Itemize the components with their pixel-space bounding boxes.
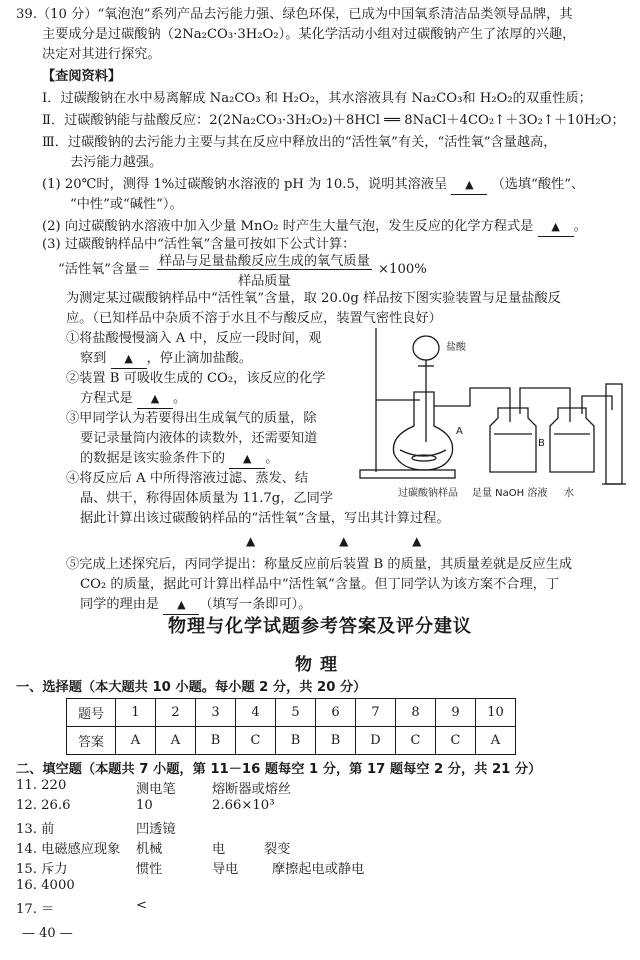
step-2b [80,390,186,409]
table-cell: C [236,727,276,755]
step-3-text: 的数据是该实验条件下的 [80,451,226,466]
table-cell: 10 [476,699,516,727]
fill-cell: 14. 电磁感应现象 [16,842,121,857]
part-2 [42,218,587,237]
table-cell: 6 [316,699,356,727]
part-1-options: （选填“酸性”、 [491,177,585,192]
fill-cell: 导电 [212,862,239,877]
fill-cell: 16. 4000 [16,878,75,893]
table-row [67,699,516,727]
answer-table [66,698,516,755]
fill-cell: 惯性 [136,862,163,877]
section-fill-heading: 二、填空题（本题共 7 小题，第 11－16 题每空 1 分，第 17 题每空 2 分，共 21 分） [16,762,542,777]
table-cell: 2 [156,699,196,727]
fill-cell: 熔断器或熔丝 [212,782,292,797]
part-1-line-1 [42,176,584,195]
table-cell: C [436,727,476,755]
fill-cell: 12. 26.6 [16,798,71,813]
part-1-line-2: “中性”或“碱性”）。 [70,197,183,212]
label-b: B [538,438,545,449]
label-acid: 盐酸 [446,342,466,353]
step-4-blanks [246,532,421,550]
table-cell: A [156,727,196,755]
blank-triangle-icon: ▲ [412,534,422,548]
fill-cell: 10 [136,798,153,813]
answers-title: 物理与化学试题参考答案及评分建议 [168,616,472,637]
fill-cell: 11. 220 [16,778,67,793]
blank-triangle-icon: ▲ [246,534,256,548]
fill-cell: 裂变 [264,842,291,857]
step-4b: 晶、烘干，称得固体质量为 11.7g，乙同学 [80,491,333,506]
reference-3a: Ⅲ．过碳酸钠的去污能力主要与其在反应中释放出的“活性氧”有关，“活性氧”含量越高， [42,135,557,150]
step-2-text: 方程式是 [80,391,133,406]
table-cell: D [356,727,396,755]
blank-triangle-icon: ▲ [243,452,252,465]
answer-blank [137,390,173,409]
formula-right: ×100% [378,262,427,277]
table-cell: B [276,727,316,755]
q39-line-2: 主要成分是过碳酸钠（2Na₂CO₃·3H₂O₂）。某化学活动小组对过碳酸钠产生了浓厚的兴趣， [42,27,576,42]
fill-cell: 摩擦起电或静电 [272,862,365,877]
step-4a: ④将反应后 A 中所得溶液过滤、蒸发、结 [66,471,309,486]
table-cell: C [396,727,436,755]
part-3-intro: (3) 过碳酸钠样品中“活性氧”含量可按如下公式计算： [42,237,356,252]
fill-cell: 2.66×10³ [212,798,275,813]
reference-1: Ⅰ．过碳酸钠在水中易离解成 Na₂CO₃ 和 H₂O₂，其水溶液具有 Na₂CO₃和 H₂O₂的双重性质； [42,91,592,106]
reference-heading: 【查阅资料】 [42,69,122,84]
method-2: 应。（已知样品中杂质不溶于水且不与酸反应，装置气密性良好） [66,311,442,326]
row-head-number: 题号 [67,699,116,727]
answer-blank [451,176,487,195]
formula-left: “活性氧”含量＝ [58,262,151,277]
table-cell: 9 [436,699,476,727]
step-3c [80,450,278,469]
page-number: — 40 — [22,926,73,941]
method-1: 为测定某过碳酸钠样品中“活性氧”含量，取 20.0g 样品按下图实验装置与足量盐酸反 [66,291,561,306]
q39-line-1: 39.（10 分）“氧泡泡”系列产品去污能力强、绿色环保，已成为中国氧系清洁品类领导品牌，其 [16,7,573,22]
blank-triangle-icon: ▲ [339,534,349,548]
fill-cell: 凹透镜 [136,822,176,837]
fill-cell: 机械 [136,842,163,857]
step-3a: ③甲同学认为若要得出生成氧气的质量，除 [66,411,317,426]
table-cell: 1 [116,699,156,727]
step-3b: 要记录量筒内液体的读数外，还需要知道 [80,431,318,446]
stand-base [360,470,455,478]
blank-triangle-icon: ▲ [465,178,474,191]
formula-numerator: 样品与足量盐酸反应生成的氧气质量 [157,250,372,270]
subject-heading: 物理 [295,655,345,675]
table-cell: A [116,727,156,755]
step-1b [80,350,252,369]
step-1a: ①将盐酸慢慢滴入 A 中，反应一段时间，观 [66,331,322,346]
table-cell: 3 [196,699,236,727]
flask-a [393,392,452,470]
reference-2: Ⅱ．过碳酸钠能与盐酸反应：2(2Na₂CO₃·3H₂O₂)＋8HCl ══ 8NaCl＋4CO₂↑＋3O₂↑＋10H₂O； [42,113,625,128]
blank-triangle-icon: ▲ [150,392,160,405]
section-choice-heading: 一、选择题（本大题共 10 小题。每小题 2 分，共 20 分） [16,680,367,695]
step-5-text: 同学的理由是 [80,597,160,612]
formula-fraction [157,250,372,289]
step-1-text: 察到 [80,351,107,366]
step-3-end: 。 [265,451,279,466]
label-a: A [456,426,463,437]
part-2-text: (2) 向过碳酸钠水溶液中加入少量 MnO₂ 时产生大量气泡，发生反应的化学方程式是 [42,219,534,234]
fill-cell: 电 [212,842,226,857]
answer-blank [111,350,147,369]
step-4c: 据此计算出该过碳酸钠样品的“活性氧”含量，写出其计算过程。 [80,511,450,526]
part-1-text: (1) 20℃时，测得 1%过碳酸钠水溶液的 pH 为 10.5，说明其溶液呈 [42,177,448,192]
blank-triangle-icon: ▲ [124,352,133,365]
row-head-answer: 答案 [67,727,116,755]
answer-blank [229,450,265,469]
table-cell: B [196,727,236,755]
fill-cell: 15. 斥力 [16,862,68,877]
table-cell: A [476,727,516,755]
step-5a: ⑤完成上述探究后，丙同学提出：称量反应前后装置 B 的质量，其质量差就是反应生成 [66,557,573,572]
apparatus-diagram [350,322,630,500]
table-cell: 5 [276,699,316,727]
table-row [67,727,516,755]
table-cell: 8 [396,699,436,727]
table-cell: B [316,727,356,755]
label-sample: 过碳酸钠样品 [398,488,458,499]
bottle-b [490,408,536,472]
fill-cell: 13. 前 [16,822,55,837]
blank-triangle-icon: ▲ [177,598,186,611]
fill-cell: < [136,898,148,913]
activity-oxygen-formula [58,250,427,289]
fill-cell: 测电笔 [136,782,176,797]
step-1-end: ，停止滴加盐酸。 [146,351,253,366]
funnel-bulb [413,336,439,360]
bottle-c [550,408,594,472]
step-2-end: 。 [172,391,187,406]
blank-triangle-icon: ▲ [551,220,560,233]
part-2-end: 。 [573,219,587,234]
fill-cell: 17. ＝ [16,902,55,917]
q39-line-3: 决定对其进行探究。 [42,47,161,62]
table-cell: 7 [356,699,396,727]
graduated-cylinder [606,384,622,484]
formula-denominator: 样品质量 [237,274,291,289]
step-2a: ②装置 B 可吸收生成的 CO₂，该反应的化学 [66,371,326,386]
table-cell: 4 [236,699,276,727]
label-naoh: 足量 NaOH 溶液 [472,488,548,499]
reference-3b: 去污能力越强。 [70,155,163,170]
step-5-end: （填写一条即可）。 [199,597,312,612]
label-water: 水 [564,488,574,499]
answer-blank [538,218,574,237]
step-5b: CO₂ 的质量，据此可计算出样品中“活性氧”含量。但丁同学认为该方案不合理，丁 [80,577,560,592]
